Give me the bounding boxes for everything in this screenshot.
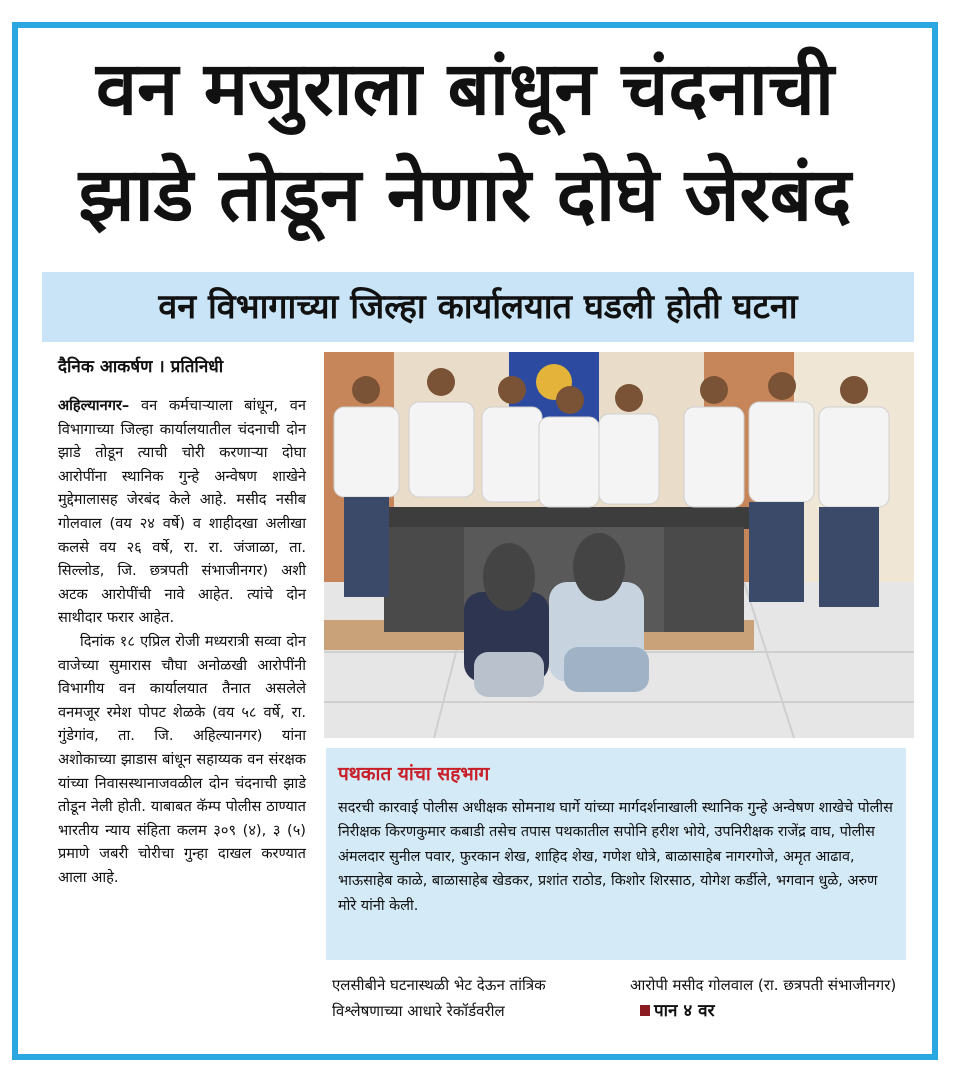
bottom-column-2-text: आरोपी मसीद गोलवाल (रा. छत्रपती संभाजीनगर) bbox=[630, 976, 897, 994]
infobox-body: सदरची कारवाई पोलीस अधीक्षक सोमनाथ घार्गे यांच्या मार्गदर्शनाखाली स्थानिक गुन्हे अन्वेषण शाखेचे पोलीस निरीक्षक किरणकुमार कबाडी तसेच तपास पथकातील सपोनि हरीश भोये, उपनिरीक्षक राजेंद्र वाघ, पोलीस अंमलदार सुनील पवार, फुरकान शेख, शाहिद शेख, गणेश धोत्रे, बाळासाहेब नागरगोजे, अमृत आढाव, भाऊसाहेब काळे, बाळासाहेब खेडकर, प्रशांत राठोड, किशोर शिरसाठ, योगेश कर्डीले, भगवान धुळे, अरुण मोरे यांनी केली. bbox=[338, 800, 893, 914]
continued-on-page: पान ४ वर bbox=[654, 1001, 715, 1021]
bottom-column-1: एलसीबीने घटनास्थळी भेट देऊन तांत्रिक विश्लेषणाच्या आधारे रेकॉर्डवरील bbox=[332, 976, 546, 1020]
subheadline: वन विभागाच्या जिल्हा कार्यालयात घडली होती घटना bbox=[42, 272, 914, 342]
byline: दैनिक आकर्षण । प्रतिनिधी bbox=[58, 357, 224, 377]
paragraph-2: दिनांक १८ एप्रिल रोजी मध्यरात्री सव्वा दोन वाजेच्या सुमारास चौघा अनोळखी आरोपींनी विभागीय वन कार्यालयात तैनात असलेले वनमजूर रमेश पोपट शेळके (वय ५८ वर्षे, रा. गुंडेगांव, ता. जि. अहिल्यानगर) यांना अशोकाच्या झाडास बांधून सहाय्यक वन संरक्षक यांच्या निवासस्थानाजवळील दोन चंदनाची झाडे तोडून नेली होती. याबाबत कॅम्प पोलीस ठाण्यात भारतीय न्याय संहिता कलम ३०९ (४), ३ (५) प्रमाणे जबरी चोरीचा गुन्हा दाखल करण्यात आला आहे. bbox=[58, 632, 306, 886]
paragraph-1 bbox=[58, 394, 306, 630]
article-body bbox=[58, 394, 306, 889]
news-photo bbox=[324, 352, 914, 738]
bottom-column-2 bbox=[630, 972, 920, 1024]
headline-line-1: वन मजुराला बांधून चंदनाची bbox=[95, 46, 835, 132]
headline bbox=[30, 36, 900, 248]
team-infobox bbox=[326, 748, 906, 960]
infobox-title: पथकात यांचा सहभाग bbox=[338, 763, 490, 785]
headline-line-2: झाडे तोडून नेणारे दोघे जेरबंद bbox=[78, 152, 852, 238]
paragraph-1-text: वन कर्मचाऱ्याला बांधून, वन विभागाच्या जिल्हा कार्यालयातील चंदनाची दोन झाडे तोडून त्याची चोरी करणाऱ्या दोघा आरोपींना स्थानिक गुन्हे अन्वेषण शाखेने मुद्देमालासह जेरबंद केले आहे. मसीद नसीब गोलवाल (वय २४ वर्षे) व शाहीदखा अलीखा कलसे वय २६ वर्षे, रा. रा. जंजाळा, ता. सिल्लोड, जि. छत्रपती संभाजीनगर) अशी अटक आरोपींची नावे आहेत. त्यांचे दोन साथीदार फरार आहेत. bbox=[58, 397, 306, 627]
dateline: अहिल्यानगर– bbox=[58, 397, 130, 414]
square-marker-icon bbox=[640, 1005, 650, 1016]
